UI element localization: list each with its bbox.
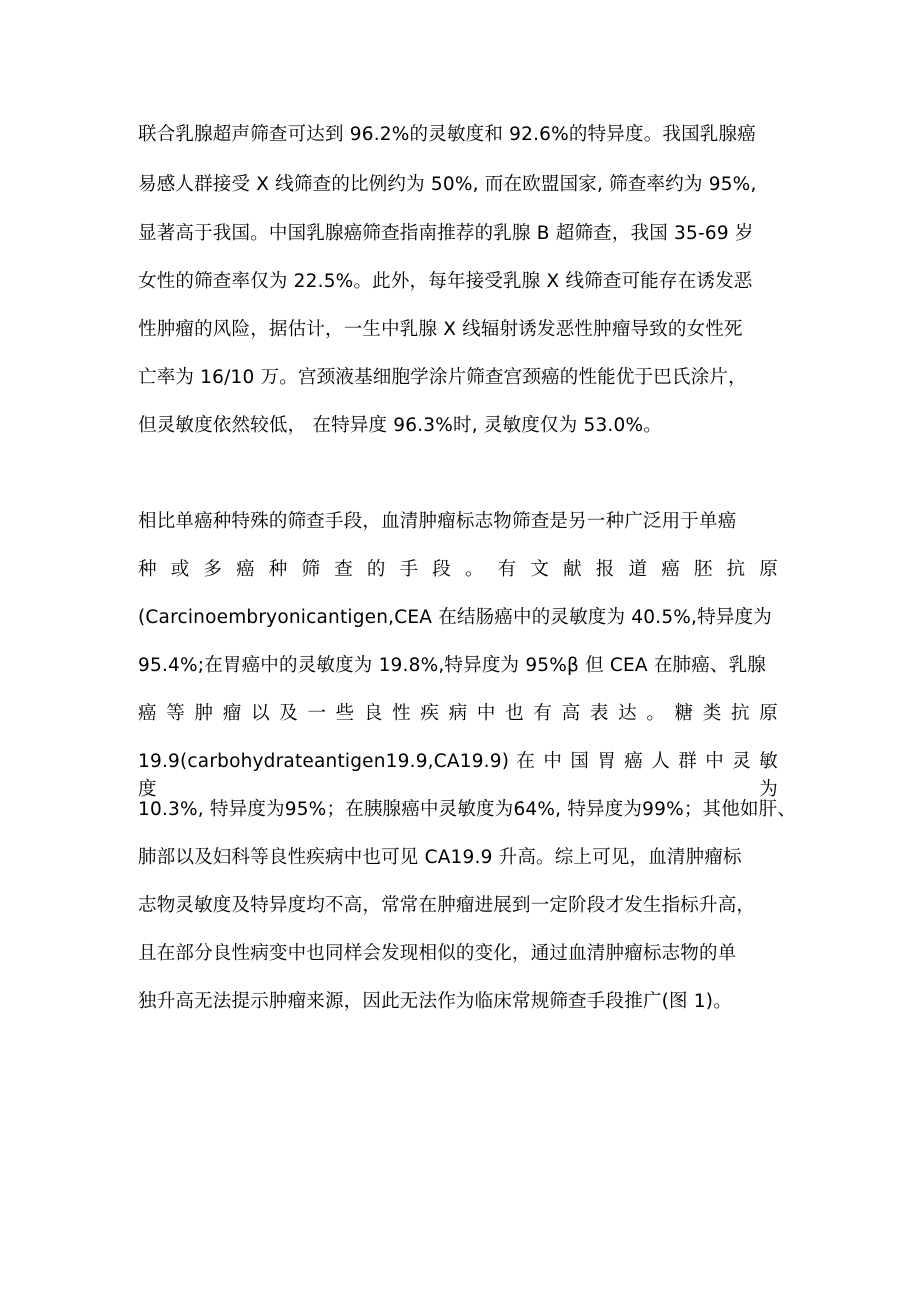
text-line: 显著高于我国。中国乳腺癌筛查指南推荐的乳腺 B 超筛查，我国 35-69 岁 — [138, 223, 754, 244]
text-line: 联合乳腺超声筛查可达到 96.2%的灵敏度和 92.6%的特异度。我国乳腺癌 — [138, 124, 756, 145]
text-line: 易感人群接受 X 线筛查的比例约为 50%, 而在欧盟国家, 筛查率约为 95%, — [138, 174, 757, 195]
text-line: 独升高无法提示肿瘤来源，因此无法作为临床常规筛查手段推广(图 1)。 — [138, 991, 732, 1012]
text-line: 10.3%, 特异度为95%；在胰腺癌中灵敏度为64%, 特异度为99%；其他如肝、 — [138, 799, 797, 820]
text-line: 种 或 多 癌 种 筛 查 的 手 段 。 有 文 献 报 道 癌 胚 抗 原 — [138, 559, 778, 580]
text-line: 志物灵敏度及特异度均不高，常常在肿瘤进展到一定阶段才发生指标升高， — [138, 895, 756, 916]
text-line: 女性的筛查率仅为 22.5%。此外，每年接受乳腺 X 线筛查可能存在诱发恶 — [138, 271, 753, 292]
text-line: 但灵敏度依然较低， 在特异度 96.3%时, 灵敏度仅为 53.0%。 — [138, 415, 662, 436]
text-line: 且在部分良性病变中也同样会发现相似的变化，通过血清肿瘤标志物的单 — [138, 943, 737, 964]
text-line: 95.4%;在胃癌中的灵敏度为 19.8%,特异度为 95%β 但 CEA 在肺癌、乳腺 — [138, 655, 767, 676]
text-line: (Carcinoembryonicantigen,CEA 在结肠癌中的灵敏度为 40.5%,特异度为 — [138, 607, 772, 628]
text-line: 肺部以及妇科等良性疾病中也可见 CA19.9 升高。综上可见，血清肿瘤标 — [138, 847, 742, 868]
text-line: 相比单癌种特殊的筛查手段，血清肿瘤标志物筛查是另一种广泛用于单癌 — [138, 511, 737, 532]
text-line: 19.9(carbohydrateantigen19.9,CA19.9) 在 中 国 胃 癌 人 群 中 灵 敏 度 为 — [138, 751, 778, 800]
text-line: 亡率为 16/10 万。宫颈液基细胞学涂片筛查宫颈癌的性能优于巴氏涂片， — [138, 367, 747, 388]
text-line: 性肿瘤的风险，据估计，一生中乳腺 X 线辐射诱发恶性肿瘤导致的女性死 — [138, 319, 743, 340]
text-line: 癌 等 肿 瘤 以 及 一 些 良 性 疾 病 中 也 有 高 表 达 。 糖 类 抗 原 — [138, 703, 778, 724]
